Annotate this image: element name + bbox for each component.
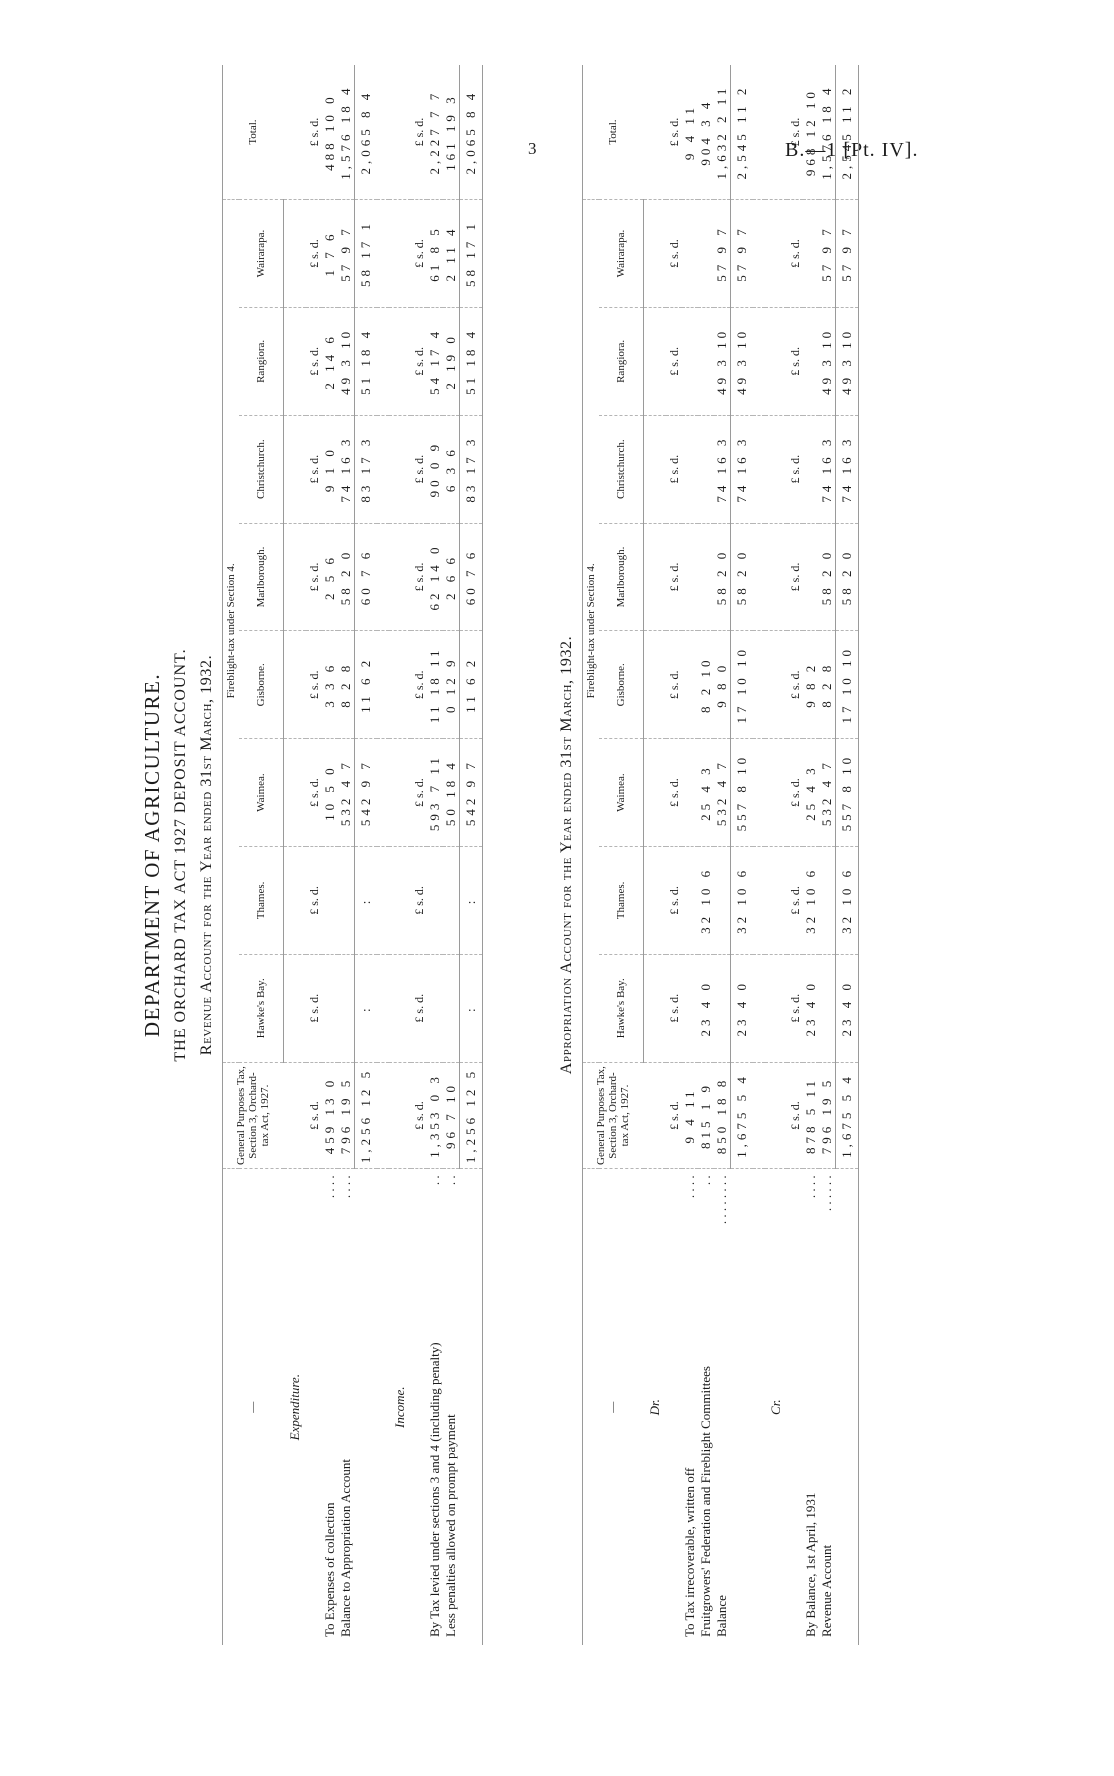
- amount-cell: 50 18 4: [443, 739, 460, 847]
- amount-cell: [338, 847, 355, 955]
- amount-cell: 8 2 10: [698, 631, 714, 739]
- currency-unit-label: £ s. d.: [787, 739, 803, 847]
- district-header: Christchurch.: [599, 415, 644, 523]
- district-header: Marlborough.: [599, 523, 644, 631]
- page-reference: B.—1 [Pt. IV].: [785, 139, 919, 161]
- amount-cell: [682, 523, 698, 631]
- currency-unit-label: £ s. d.: [411, 523, 427, 631]
- amount-cell: 58 2 0: [714, 523, 731, 631]
- amount-cell: 904 3 4: [698, 65, 714, 200]
- total-cell: 542 9 7: [460, 739, 483, 847]
- total-header: Total.: [583, 65, 644, 200]
- amount-cell: [427, 954, 443, 1062]
- amount-cell: [443, 954, 460, 1062]
- amount-cell: 6 3 6: [443, 415, 460, 523]
- amount-cell: [682, 631, 698, 739]
- total-cell: 23 4 0: [836, 954, 859, 1062]
- amount-cell: 796 19 5: [819, 1062, 836, 1169]
- total-cell: 83 17 3: [460, 415, 483, 523]
- amount-cell: 1,632 2 11: [714, 65, 731, 200]
- currency-unit-label: £ s. d.: [787, 1062, 803, 1169]
- amount-cell: [698, 200, 714, 308]
- table-row: [803, 65, 819, 1645]
- currency-unit-label: £ s. d.: [306, 847, 322, 955]
- amount-cell: 1,353 0 3: [427, 1062, 443, 1169]
- amount-cell: [682, 200, 698, 308]
- amount-cell: [682, 954, 698, 1062]
- total-cell: 2,065 8 4: [460, 65, 483, 200]
- currency-unit-label: £ s. d.: [306, 65, 322, 200]
- amount-cell: [322, 847, 338, 955]
- total-cell: 49 3 10: [731, 307, 754, 415]
- row-label: By Tax levied under sections 3 and 4 (including penalty): [427, 1342, 442, 1637]
- leader-dots: . .: [698, 1175, 713, 1186]
- unit-row: [666, 65, 682, 1645]
- amount-cell: 11 18 11: [427, 631, 443, 739]
- currency-unit-label: £ s. d.: [411, 847, 427, 955]
- amount-cell: [682, 415, 698, 523]
- currency-unit-label: £ s. d.: [306, 307, 322, 415]
- currency-unit-label: £ s. d.: [787, 65, 803, 200]
- amount-cell: 54 17 4: [427, 307, 443, 415]
- amount-cell: 49 3 10: [338, 307, 355, 415]
- expenditure-heading: [284, 65, 307, 1645]
- amount-cell: 488 10 0: [322, 65, 338, 200]
- amount-cell: [714, 847, 731, 955]
- leader-dots: . . . .: [682, 1175, 697, 1199]
- total-cell: 83 17 3: [355, 415, 378, 523]
- total-cell: 17 10 10: [731, 631, 754, 739]
- blank-header: —: [223, 1169, 284, 1645]
- table-row: [698, 65, 714, 1645]
- amount-cell: 58 2 0: [819, 523, 836, 631]
- currency-unit-label: £ s. d.: [411, 200, 427, 308]
- currency-unit-label: £ s. d.: [787, 523, 803, 631]
- amount-cell: 459 13 0: [322, 1062, 338, 1169]
- currency-unit-label: £ s. d.: [787, 954, 803, 1062]
- total-cell: 23 4 0: [731, 954, 754, 1062]
- revenue-account-title: Revenue Account for the Year ended 31st March, 1932.: [198, 654, 215, 1056]
- amount-cell: 8 2 8: [338, 631, 355, 739]
- district-header: Thames.: [239, 847, 284, 955]
- currency-unit-label: £ s. d.: [666, 1062, 682, 1169]
- total-cell: 1,675 5 4: [731, 1062, 754, 1169]
- amount-cell: 2 5 6: [322, 523, 338, 631]
- total-row: [355, 65, 378, 1645]
- amount-cell: 1,576 18 4: [819, 65, 836, 200]
- total-cell: 1,256 12 5: [355, 1062, 378, 1169]
- currency-unit-label: £ s. d.: [411, 65, 427, 200]
- amount-cell: 74 16 3: [714, 415, 731, 523]
- general-purposes-header: General Purposes Tax, Section 3, Orchard-tax Act, 1927.: [583, 1062, 644, 1169]
- currency-unit-label: £ s. d.: [666, 847, 682, 955]
- total-cell: 32 10 6: [731, 847, 754, 955]
- amount-cell: 57 9 7: [338, 200, 355, 308]
- amount-cell: [427, 847, 443, 955]
- amount-cell: 90 0 9: [427, 415, 443, 523]
- total-cell: 557 8 10: [836, 739, 859, 847]
- total-cell: 49 3 10: [836, 307, 859, 415]
- blank-header: —: [583, 1169, 644, 1645]
- unit-row: [306, 65, 322, 1645]
- total-cell: 1,256 12 5: [460, 1062, 483, 1169]
- amount-cell: 32 10 6: [803, 847, 819, 955]
- amount-cell: 25 4 3: [803, 739, 819, 847]
- district-header: Wairarapa.: [599, 200, 644, 308]
- total-cell: 51 18 4: [460, 307, 483, 415]
- currency-unit-label: £ s. d.: [666, 200, 682, 308]
- district-header: Gisborne.: [239, 631, 284, 739]
- amount-cell: 796 19 5: [338, 1062, 355, 1169]
- total-cell: 11 6 2: [355, 631, 378, 739]
- currency-unit-label: £ s. d.: [306, 954, 322, 1062]
- rotated-statement-sheet: [140, 55, 1040, 1655]
- amount-cell: [819, 954, 836, 1062]
- expenditure-heading-label: Expenditure.: [286, 1374, 302, 1441]
- amount-cell: [698, 415, 714, 523]
- amount-cell: 9 8 0: [714, 631, 731, 739]
- currency-unit-label: £ s. d.: [666, 631, 682, 739]
- table-row: [338, 65, 355, 1645]
- amount-cell: 74 16 3: [338, 415, 355, 523]
- amount-cell: 25 4 3: [698, 739, 714, 847]
- total-cell: 542 9 7: [355, 739, 378, 847]
- total-cell: 58 2 0: [731, 523, 754, 631]
- total-cell: :: [460, 954, 483, 1062]
- district-header: Waimea.: [599, 739, 644, 847]
- total-row: [836, 65, 859, 1645]
- total-cell: 58 17 1: [355, 200, 378, 308]
- row-label: Fruitgrowers' Federation and Fireblight Committees: [698, 1366, 713, 1637]
- currency-unit-label: £ s. d.: [306, 200, 322, 308]
- currency-unit-label: £ s. d.: [666, 307, 682, 415]
- row-label: Less penalties allowed on prompt payment: [443, 1414, 459, 1637]
- amount-cell: 593 7 11: [427, 739, 443, 847]
- amount-cell: 968 12 10: [803, 65, 819, 200]
- department-title: DEPARTMENT OF AGRICULTURE.: [140, 672, 164, 1038]
- unit-row: [411, 65, 427, 1645]
- amount-cell: 74 16 3: [819, 415, 836, 523]
- total-cell: :: [355, 954, 378, 1062]
- total-cell: 74 16 3: [731, 415, 754, 523]
- amount-cell: [698, 523, 714, 631]
- amount-cell: 96 7 10: [443, 1062, 460, 1169]
- total-cell: 2,065 8 4: [355, 65, 378, 200]
- currency-unit-label: £ s. d.: [787, 631, 803, 739]
- amount-cell: 1 7 6: [322, 200, 338, 308]
- district-header: Hawke's Bay.: [599, 954, 644, 1062]
- total-cell: 2,545 11 2: [731, 65, 754, 200]
- amount-cell: 58 2 0: [338, 523, 355, 631]
- amount-cell: [443, 847, 460, 955]
- table-row: [714, 65, 731, 1645]
- district-header: Wairarapa.: [239, 200, 284, 308]
- total-cell: :: [355, 847, 378, 955]
- amount-cell: 878 5 11: [803, 1062, 819, 1169]
- amount-cell: [819, 847, 836, 955]
- currency-unit-label: £ s. d.: [411, 415, 427, 523]
- amount-cell: 2 6 6: [443, 523, 460, 631]
- unit-row: [787, 65, 803, 1645]
- currency-unit-label: £ s. d.: [666, 415, 682, 523]
- district-header: Thames.: [599, 847, 644, 955]
- leader-dots: . .: [443, 1175, 459, 1186]
- general-purposes-header: General Purposes Tax, Section 3, Orchard-tax Act, 1927.: [223, 1062, 284, 1169]
- total-cell: 58 17 1: [460, 200, 483, 308]
- district-header: Marlborough.: [239, 523, 284, 631]
- currency-unit-label: £ s. d.: [666, 523, 682, 631]
- act-title: THE ORCHARD TAX ACT 1927 DEPOSIT ACCOUNT.: [172, 648, 189, 1062]
- cr-heading-label: Cr.: [768, 1399, 783, 1415]
- currency-unit-label: £ s. d.: [411, 739, 427, 847]
- page-number: 3: [528, 139, 538, 158]
- district-header: Waimea.: [239, 739, 284, 847]
- row-label: To Tax irrecoverable, written off: [682, 1467, 697, 1637]
- total-cell: 60 7 6: [460, 523, 483, 631]
- amount-cell: 3 3 6: [322, 631, 338, 739]
- total-cell: 1,675 5 4: [836, 1062, 859, 1169]
- amount-cell: 161 19 3: [443, 65, 460, 200]
- amount-cell: 2,227 7 7: [427, 65, 443, 200]
- amount-cell: 850 18 8: [714, 1062, 731, 1169]
- amount-cell: 49 3 10: [819, 307, 836, 415]
- leader-dots: . . . .: [322, 1175, 337, 1199]
- income-heading-label: Income.: [392, 1386, 407, 1428]
- total-cell: 57 9 7: [731, 200, 754, 308]
- currency-unit-label: £ s. d.: [411, 1062, 427, 1169]
- total-cell: 2,545 11 2: [836, 65, 859, 200]
- leader-dots: . .: [427, 1175, 442, 1186]
- amount-cell: 532 4 7: [338, 739, 355, 847]
- amount-cell: 23 4 0: [698, 954, 714, 1062]
- row-label: Balance: [714, 1595, 730, 1637]
- row-label: Balance to Appropriation Account: [338, 1459, 354, 1637]
- currency-unit-label: £ s. d.: [666, 954, 682, 1062]
- row-label: Revenue Account: [819, 1544, 835, 1637]
- currency-unit-label: £ s. d.: [666, 65, 682, 200]
- fireblight-header: Fireblight-tax under Section 4.: [583, 200, 600, 1063]
- amount-cell: 0 12 9: [443, 631, 460, 739]
- fireblight-header: Fireblight-tax under Section 4.: [223, 200, 240, 1063]
- amount-cell: [682, 739, 698, 847]
- amount-cell: 49 3 10: [714, 307, 731, 415]
- amount-cell: [338, 954, 355, 1062]
- amount-cell: 32 10 6: [698, 847, 714, 955]
- total-cell: 74 16 3: [836, 415, 859, 523]
- district-header: Rangiora.: [599, 307, 644, 415]
- amount-cell: 1,576 18 4: [338, 65, 355, 200]
- total-cell: :: [460, 847, 483, 955]
- row-label: To Expenses of collection: [322, 1502, 337, 1637]
- total-row: [460, 65, 483, 1645]
- currency-unit-label: £ s. d.: [306, 739, 322, 847]
- table-row: [443, 65, 460, 1645]
- currency-unit-label: £ s. d.: [411, 307, 427, 415]
- amount-cell: [698, 307, 714, 415]
- amount-cell: 9 1 0: [322, 415, 338, 523]
- amount-cell: 2 11 4: [443, 200, 460, 308]
- dr-heading-label: Dr.: [646, 1399, 662, 1416]
- row-label: By Balance, 1st April, 1931: [803, 1492, 818, 1637]
- table-row: [322, 65, 338, 1645]
- total-cell: 51 18 4: [355, 307, 378, 415]
- currency-unit-label: £ s. d.: [787, 847, 803, 955]
- amount-cell: 532 4 7: [714, 739, 731, 847]
- amount-cell: 2 19 0: [443, 307, 460, 415]
- amount-cell: [682, 847, 698, 955]
- amount-cell: 62 14 0: [427, 523, 443, 631]
- amount-cell: 815 1 9: [698, 1062, 714, 1169]
- appropriation-account-table: [582, 65, 859, 1645]
- amount-cell: 9 4 11: [682, 65, 698, 200]
- amount-cell: 23 4 0: [803, 954, 819, 1062]
- amount-cell: [714, 954, 731, 1062]
- income-heading: [389, 65, 411, 1645]
- total-cell: 17 10 10: [836, 631, 859, 739]
- amount-cell: 8 2 8: [819, 631, 836, 739]
- amount-cell: 9 8 2: [803, 631, 819, 739]
- amount-cell: [803, 200, 819, 308]
- table-row: [682, 65, 698, 1645]
- currency-unit-label: £ s. d.: [666, 739, 682, 847]
- total-cell: 557 8 10: [731, 739, 754, 847]
- total-header: Total.: [223, 65, 284, 200]
- currency-unit-label: £ s. d.: [306, 415, 322, 523]
- currency-unit-label: £ s. d.: [306, 523, 322, 631]
- appropriation-account-title: Appropriation Account for the Year ended 31st March, 1932.: [558, 635, 575, 1075]
- total-cell: 60 7 6: [355, 523, 378, 631]
- amount-cell: 57 9 7: [714, 200, 731, 308]
- currency-unit-label: £ s. d.: [306, 631, 322, 739]
- currency-unit-label: £ s. d.: [787, 200, 803, 308]
- currency-unit-label: £ s. d.: [306, 1062, 322, 1169]
- amount-cell: [803, 523, 819, 631]
- amount-cell: [322, 954, 338, 1062]
- district-header: Rangiora.: [239, 307, 284, 415]
- table-row: [819, 65, 836, 1645]
- total-cell: 58 2 0: [836, 523, 859, 631]
- leader-dots: . . . . . .: [819, 1175, 835, 1212]
- currency-unit-label: £ s. d.: [787, 307, 803, 415]
- amount-cell: 10 5 0: [322, 739, 338, 847]
- amount-cell: 57 9 7: [819, 200, 836, 308]
- currency-unit-label: £ s. d.: [411, 631, 427, 739]
- amount-cell: [803, 307, 819, 415]
- total-row: [731, 65, 754, 1645]
- amount-cell: [682, 307, 698, 415]
- total-cell: 32 10 6: [836, 847, 859, 955]
- leader-dots: . . . .: [803, 1175, 818, 1199]
- amount-cell: 532 4 7: [819, 739, 836, 847]
- district-header: Gisborne.: [599, 631, 644, 739]
- amount-cell: [803, 415, 819, 523]
- total-cell: 11 6 2: [460, 631, 483, 739]
- total-cell: 57 9 7: [836, 200, 859, 308]
- leader-dots: . . . .: [338, 1175, 354, 1199]
- revenue-account-table: [222, 65, 483, 1645]
- currency-unit-label: £ s. d.: [787, 415, 803, 523]
- district-header: Hawke's Bay.: [239, 954, 284, 1062]
- currency-unit-label: £ s. d.: [411, 954, 427, 1062]
- cr-heading: [765, 65, 787, 1645]
- leader-dots: . . . . . . . .: [714, 1175, 730, 1225]
- district-header: Christchurch.: [239, 415, 284, 523]
- table-row: [427, 65, 443, 1645]
- dr-heading: [644, 65, 667, 1645]
- amount-cell: 61 8 5: [427, 200, 443, 308]
- amount-cell: 2 14 6: [322, 307, 338, 415]
- amount-cell: 9 4 11: [682, 1062, 698, 1169]
